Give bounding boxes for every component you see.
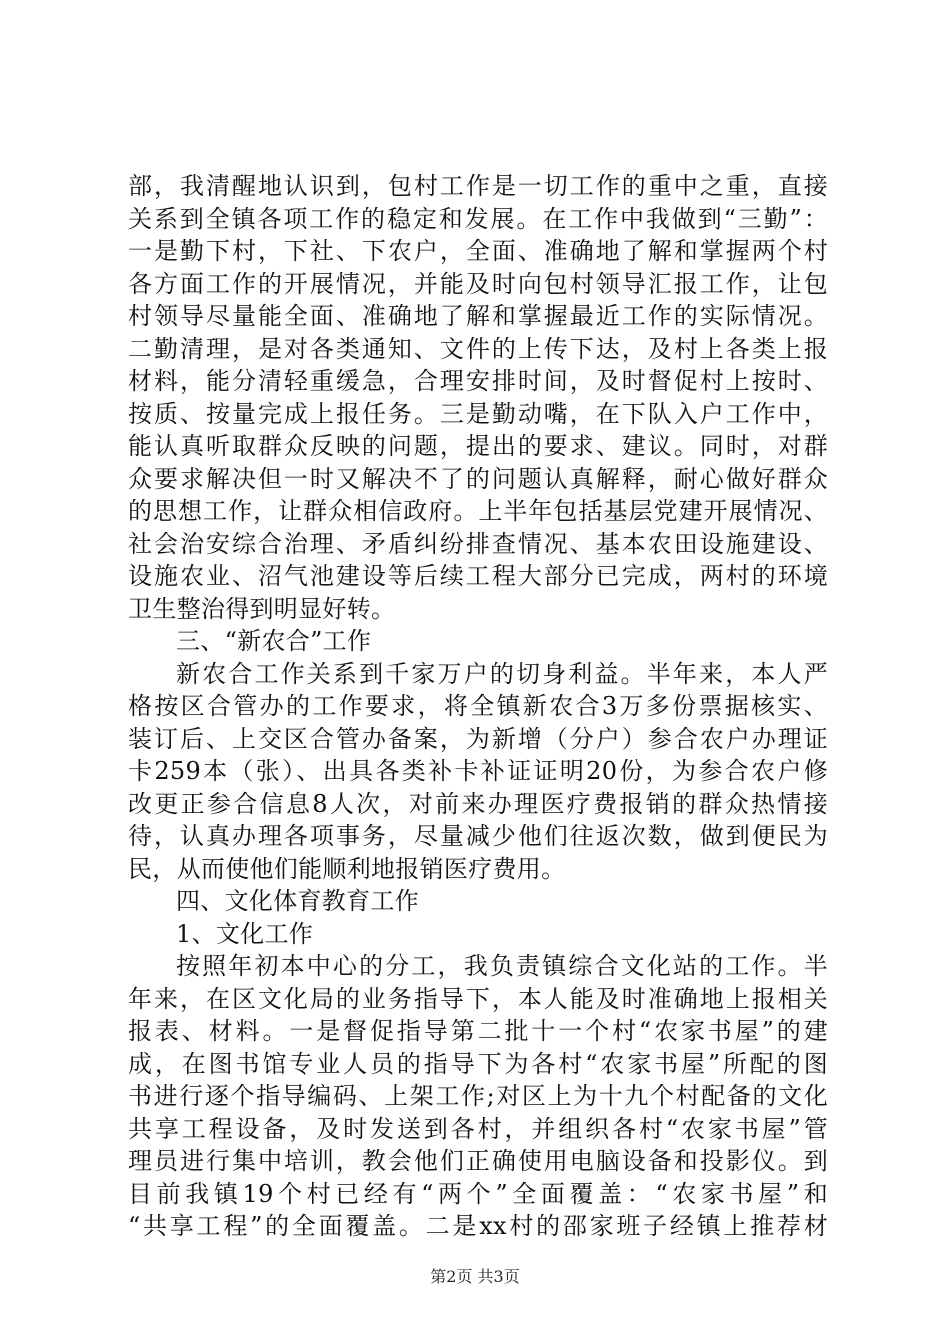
text-line: 目前我镇19个村已经有“两个”全面覆盖：“农家书屋”和 xyxy=(128,1179,828,1208)
text-line: 民，从而使他们能顺利地报销医疗费用。 xyxy=(128,854,566,883)
text-line: 的思想工作，让群众相信政府。上半年包括基层党建开展情况、 xyxy=(128,497,828,525)
text-line: 一是勤下村，下社、下农户，全面、准确地了解和掌握两个村 xyxy=(128,237,828,265)
text-line: 按质、按量完成上报任务。三是勤动嘴，在下队入户工作中， xyxy=(128,399,828,428)
text-line: 能认真听取群众反映的问题，提出的要求、建议。同时，对群 xyxy=(128,432,828,460)
text-line: 各方面工作的开展情况，并能及时向包村领导汇报工作，让包 xyxy=(128,269,828,298)
text-line: 按照年初本中心的分工，我负责镇综合文化站的工作。半 xyxy=(176,952,828,980)
text-line: 卫生整治得到明显好转。 xyxy=(128,594,396,623)
text-line: 1、文化工作 xyxy=(176,919,314,948)
text-line: 众要求解决但一时又解决不了的问题认真解释，耐心做好群众 xyxy=(128,464,828,493)
text-line: 部，我清醒地认识到，包村工作是一切工作的重中之重，直接 xyxy=(128,172,828,200)
text-line: 成，在图书馆专业人员的指导下为各村“农家书屋”所配的图 xyxy=(128,1049,828,1078)
text-line: 二勤清理，是对各类通知、文件的上传下达，及村上各类上报 xyxy=(128,334,828,363)
text-line: 待，认真办理各项事务，尽量减少他们往返次数，做到便民为 xyxy=(128,822,828,850)
text-line: 三、“新农合”工作 xyxy=(176,627,372,655)
text-line: 理员进行集中培训，教会他们正确使用电脑设备和投影仪。到 xyxy=(128,1147,828,1175)
text-line: 关系到全镇各项工作的稳定和发展。在工作中我做到“三勤”： xyxy=(128,204,828,233)
text-line: 设施农业、沼气池建设等后续工程大部分已完成，两村的环境 xyxy=(128,562,828,590)
text-line: 村领导尽量能全面、准确地了解和掌握最近工作的实际情况。 xyxy=(128,302,828,330)
page-footer: 第2页 共3页 xyxy=(430,1267,520,1286)
text-line: 改更正参合信息8人次，对前来办理医疗费报销的群众热情接 xyxy=(128,789,828,818)
text-line: 装订后、上交区合管办备案，为新增（分户）参合农户办理证 xyxy=(128,724,828,753)
text-line: 书进行逐个指导编码、上架工作;对区上为十九个村配备的文化 xyxy=(128,1082,828,1110)
text-line: “共享工程”的全面覆盖。二是xx村的邵家班子经镇上推荐材 xyxy=(128,1212,828,1240)
text-line: 报表、材料。一是督促指导第二批十一个村“农家书屋”的建 xyxy=(128,1017,828,1045)
text-line: 年来，在区文化局的业务指导下，本人能及时准确地上报相关 xyxy=(128,984,828,1013)
text-line: 四、文化体育教育工作 xyxy=(176,887,419,915)
document-body xyxy=(128,170,828,1243)
text-line: 新农合工作关系到千家万户的切身利益。半年来，本人严 xyxy=(176,659,828,688)
text-line: 卡259本（张）、出具各类补卡补证证明20份，为参合农户修 xyxy=(128,757,828,785)
text-line: 格按区合管办的工作要求，将全镇新农合3万多份票据核实、 xyxy=(128,692,828,720)
text-line: 社会治安综合治理、矛盾纠纷排查情况、基本农田设施建设、 xyxy=(128,529,828,558)
text-line: 材料，能分清轻重缓急，合理安排时间，及时督促村上按时、 xyxy=(128,367,828,395)
text-line: 共享工程设备，及时发送到各村，并组织各村“农家书屋”管 xyxy=(128,1114,828,1143)
